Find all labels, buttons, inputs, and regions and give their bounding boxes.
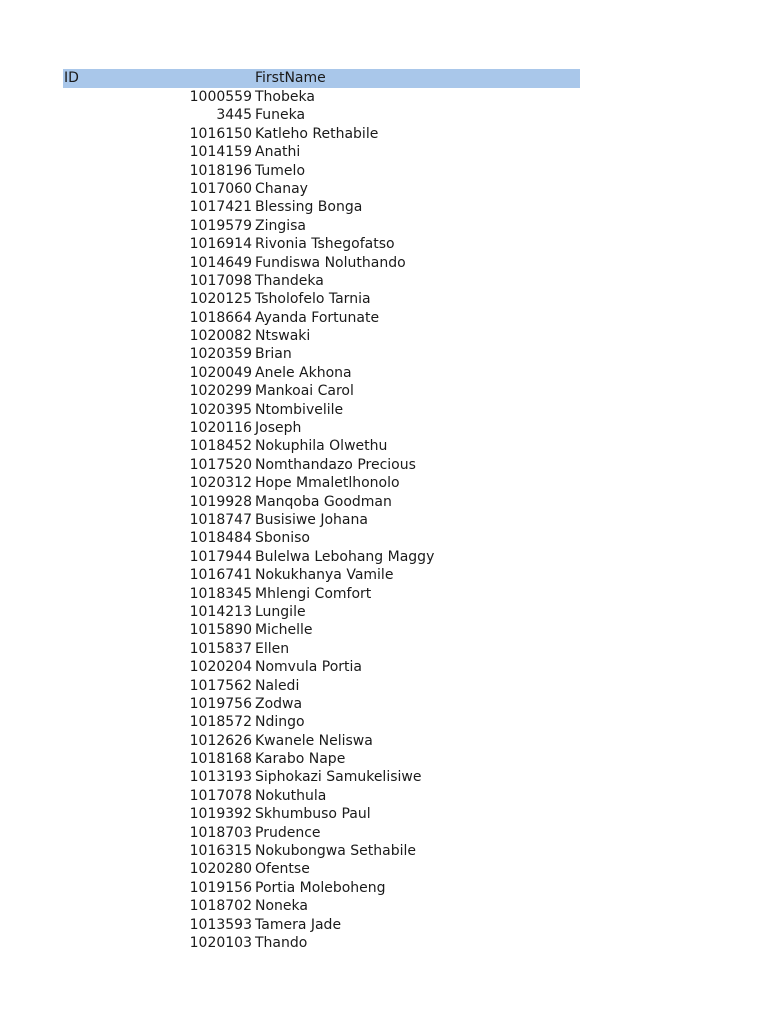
table-row: [63, 327, 580, 345]
cell-id[interactable]: 1020116: [189, 420, 252, 437]
cell-firstname[interactable]: Brian: [255, 346, 292, 363]
cell-id[interactable]: 1020299: [189, 383, 252, 400]
cell-id[interactable]: 1016315: [189, 843, 252, 860]
table-row: [63, 125, 580, 143]
cell-id[interactable]: 1020125: [189, 291, 252, 308]
cell-firstname[interactable]: Thandeka: [255, 272, 324, 289]
cell-id[interactable]: 1017421: [189, 199, 252, 216]
table-row: [63, 732, 580, 750]
cell-firstname[interactable]: Noneka: [255, 898, 308, 915]
cell-firstname[interactable]: Ellen: [255, 640, 290, 657]
cell-id[interactable]: 1018702: [189, 898, 252, 915]
cell-id[interactable]: 1020103: [189, 934, 252, 951]
table-row: [63, 180, 580, 198]
cell-firstname[interactable]: Lungile: [255, 603, 306, 620]
table-row: [63, 345, 580, 363]
cell-id[interactable]: 1018484: [189, 530, 252, 547]
table-body: [63, 88, 580, 952]
cell-id[interactable]: 1016914: [189, 236, 252, 253]
cell-firstname[interactable]: Joseph: [255, 420, 302, 437]
cell-firstname[interactable]: Anele Akhona: [255, 364, 352, 381]
cell-firstname[interactable]: Naledi: [255, 677, 300, 694]
cell-firstname[interactable]: Kwanele Neliswa: [255, 732, 373, 749]
cell-firstname[interactable]: Ndingo: [255, 714, 305, 731]
cell-id[interactable]: 1012626: [189, 732, 252, 749]
table-row: [63, 106, 580, 124]
table-row: [63, 713, 580, 731]
cell-firstname[interactable]: Katleho Rethabile: [255, 125, 379, 142]
table-row: [63, 364, 580, 382]
cell-id[interactable]: 1015837: [189, 640, 252, 657]
table-row: [63, 382, 580, 400]
cell-id[interactable]: 1020312: [189, 475, 252, 492]
cell-firstname[interactable]: Sboniso: [255, 530, 310, 547]
table-row: [63, 419, 580, 437]
table-row: [63, 768, 580, 786]
cell-id[interactable]: 1000559: [189, 89, 252, 105]
cell-id[interactable]: 1013593: [189, 916, 252, 933]
cell-firstname[interactable]: Thobeka: [255, 89, 315, 105]
column-header-id[interactable]: ID: [64, 70, 79, 86]
cell-firstname[interactable]: Nokuphila Olwethu: [255, 438, 388, 455]
cell-id[interactable]: 1020359: [189, 346, 252, 363]
table-row: [63, 860, 580, 878]
cell-id[interactable]: 1014649: [189, 254, 252, 271]
cell-id[interactable]: 1019579: [189, 217, 252, 234]
table-row: [63, 787, 580, 805]
cell-firstname[interactable]: Ntombivelile: [255, 401, 344, 418]
cell-firstname[interactable]: Tamera Jade: [255, 916, 342, 933]
cell-id[interactable]: 1017944: [189, 548, 252, 565]
cell-firstname[interactable]: Karabo Nape: [255, 751, 346, 768]
cell-firstname[interactable]: Chanay: [255, 180, 308, 197]
cell-id[interactable]: 1018747: [189, 511, 252, 528]
cell-firstname[interactable]: Funeka: [255, 107, 306, 124]
table-row: [63, 290, 580, 308]
cell-id[interactable]: 1019156: [189, 879, 252, 896]
cell-firstname[interactable]: Skhumbuso Paul: [255, 806, 371, 823]
table-row: [63, 842, 580, 860]
spreadsheet-table: [63, 69, 580, 952]
cell-firstname[interactable]: Nomvula Portia: [255, 659, 362, 676]
table-row: [63, 529, 580, 547]
table-row: [63, 566, 580, 584]
cell-id[interactable]: 1020280: [189, 861, 252, 878]
table-header-row: [63, 69, 580, 88]
cell-id[interactable]: 1020082: [189, 328, 252, 345]
table-row: [63, 897, 580, 915]
table-row: [63, 879, 580, 897]
cell-firstname[interactable]: Manqoba Goodman: [255, 493, 392, 510]
cell-firstname[interactable]: Portia Moleboheng: [255, 879, 386, 896]
cell-id[interactable]: 1019392: [189, 806, 252, 823]
cell-firstname[interactable]: Fundiswa Noluthando: [255, 254, 406, 271]
table-row: [63, 621, 580, 639]
cell-id[interactable]: 1020204: [189, 659, 252, 676]
cell-id[interactable]: 1019756: [189, 695, 252, 712]
cell-id[interactable]: 1018196: [189, 162, 252, 179]
table-row: [63, 658, 580, 676]
cell-id[interactable]: 3445: [216, 107, 252, 124]
table-row: [63, 254, 580, 272]
cell-firstname[interactable]: Zodwa: [255, 695, 303, 712]
cell-firstname[interactable]: Bulelwa Lebohang Maggy: [255, 548, 435, 565]
cell-id[interactable]: 1017098: [189, 272, 252, 289]
cell-firstname[interactable]: Siphokazi Samukelisiwe: [255, 769, 422, 786]
cell-id[interactable]: 1018703: [189, 824, 252, 841]
table-row: [63, 805, 580, 823]
cell-id[interactable]: 1018664: [189, 309, 252, 326]
cell-firstname[interactable]: Ofentse: [255, 861, 310, 878]
cell-id[interactable]: 1019928: [189, 493, 252, 510]
table-row: [63, 309, 580, 327]
table-row: [63, 824, 580, 842]
cell-firstname[interactable]: Tsholofelo Tarnia: [255, 291, 371, 308]
cell-firstname[interactable]: Nomthandazo Precious: [255, 456, 416, 473]
cell-firstname[interactable]: Tumelo: [255, 162, 306, 179]
cell-id[interactable]: 1020395: [189, 401, 252, 418]
cell-firstname[interactable]: Hope Mmaletlhonolo: [255, 475, 400, 492]
table-row: [63, 585, 580, 603]
cell-firstname[interactable]: Prudence: [255, 824, 321, 841]
table-row: [63, 235, 580, 253]
table-row: [63, 474, 580, 492]
cell-id[interactable]: 1013193: [189, 769, 252, 786]
cell-id[interactable]: 1018572: [189, 714, 252, 731]
cell-firstname[interactable]: Nokukhanya Vamile: [255, 567, 394, 584]
table-row: [63, 934, 580, 952]
cell-firstname[interactable]: Zingisa: [255, 217, 307, 234]
cell-firstname[interactable]: Thando: [255, 934, 308, 951]
table-row: [63, 677, 580, 695]
cell-id[interactable]: 1017562: [189, 677, 252, 694]
table-row: [63, 143, 580, 161]
cell-firstname[interactable]: Mhlengi Comfort: [255, 585, 372, 602]
table-row: [63, 437, 580, 455]
cell-id[interactable]: 1020049: [189, 364, 252, 381]
cell-id[interactable]: 1014159: [189, 144, 252, 161]
cell-id[interactable]: 1018452: [189, 438, 252, 455]
cell-firstname[interactable]: Anathi: [255, 144, 301, 161]
cell-id[interactable]: 1015890: [189, 622, 252, 639]
cell-firstname[interactable]: Busisiwe Johana: [255, 511, 368, 528]
cell-firstname[interactable]: Nokuthula: [255, 787, 327, 804]
table-row: [63, 88, 580, 106]
table-row: [63, 198, 580, 216]
table-row: [63, 750, 580, 768]
table-row: [63, 695, 580, 713]
cell-id[interactable]: 1017520: [189, 456, 252, 473]
table-row: [63, 162, 580, 180]
cell-firstname[interactable]: Nokubongwa Sethabile: [255, 843, 416, 860]
cell-id[interactable]: 1014213: [189, 603, 252, 620]
cell-id[interactable]: 1018345: [189, 585, 252, 602]
cell-id[interactable]: 1016741: [189, 567, 252, 584]
table-row: [63, 511, 580, 529]
cell-firstname[interactable]: Rivonia Tshegofatso: [255, 236, 395, 253]
cell-id[interactable]: 1016150: [189, 125, 252, 142]
table-row: [63, 603, 580, 621]
table-row: [63, 916, 580, 934]
cell-id[interactable]: 1017060: [189, 180, 252, 197]
table-row: [63, 640, 580, 658]
cell-firstname[interactable]: Mankoai Carol: [255, 383, 354, 400]
table-row: [63, 401, 580, 419]
cell-firstname[interactable]: Michelle: [255, 622, 313, 639]
cell-firstname[interactable]: Ayanda Fortunate: [255, 309, 380, 326]
table-row: [63, 272, 580, 290]
cell-id[interactable]: 1017078: [189, 787, 252, 804]
column-header-firstname[interactable]: FirstName: [255, 70, 326, 86]
table-row: [63, 493, 580, 511]
table-row: [63, 548, 580, 566]
table-row: [63, 456, 580, 474]
cell-id[interactable]: 1018168: [189, 751, 252, 768]
cell-firstname[interactable]: Blessing Bonga: [255, 199, 363, 216]
cell-firstname[interactable]: Ntswaki: [255, 328, 311, 345]
table-row: [63, 217, 580, 235]
